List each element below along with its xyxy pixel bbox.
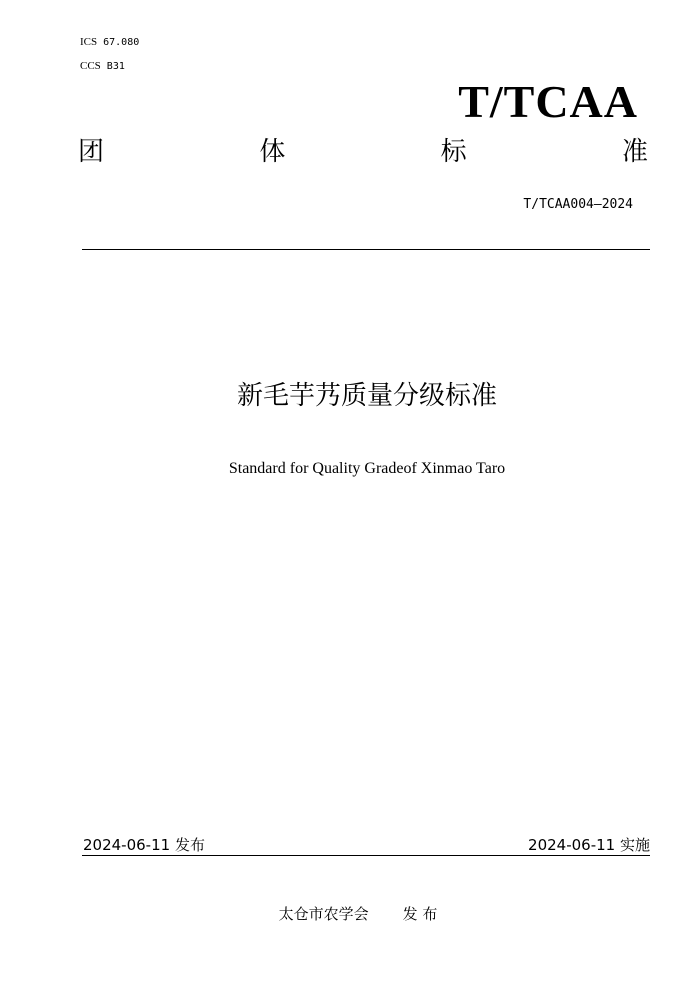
- top-divider: [82, 249, 650, 250]
- publisher-line: [0, 904, 700, 924]
- document-title-english: Standard for Quality Gradeof Xinmao Taro: [228, 460, 506, 477]
- ics-label: ICS: [80, 36, 98, 48]
- standard-type-char: 团: [78, 137, 105, 167]
- standard-type-char: 标: [440, 137, 467, 167]
- standard-number: T/TCAA004—2024: [523, 197, 633, 212]
- standard-type: [78, 136, 648, 168]
- document-title-chinese: 新毛芋艿质量分级标准: [236, 381, 497, 411]
- ccs-line: [80, 59, 125, 74]
- ics-line: [80, 35, 139, 50]
- ccs-label: CCS: [80, 60, 101, 72]
- issue-date: 2024-06-11 发布: [83, 836, 205, 854]
- publish-action: 发 布: [402, 905, 438, 923]
- standard-type-char: 准: [621, 137, 648, 167]
- ccs-value: B31: [106, 61, 125, 72]
- organization-code: T/TCAA: [458, 76, 638, 127]
- bottom-divider: [82, 855, 650, 856]
- publisher-name: 太仓市农学会: [278, 905, 369, 923]
- standard-type-char: 体: [259, 137, 286, 167]
- ics-value: 67.080: [103, 37, 140, 48]
- implementation-date: 2024-06-11 实施: [528, 836, 650, 854]
